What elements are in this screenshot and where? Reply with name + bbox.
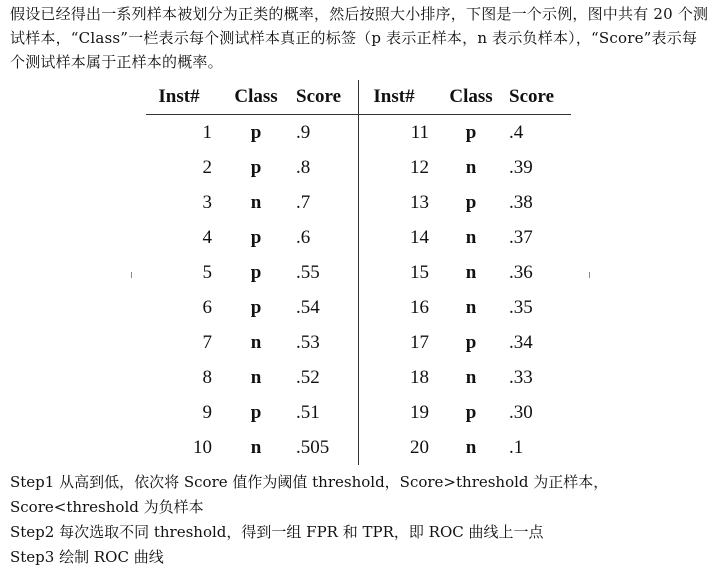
step-1: Step1 从高到低，依次将 Score 值作为阈值 threshold，Score>threshold 为正样本，Score<threshold 为负样本	[10, 473, 609, 516]
cell-class: p	[250, 121, 262, 143]
header-inst: Inst#	[158, 86, 200, 107]
cell-score-2: .36	[509, 261, 533, 283]
cell-score-2: .35	[509, 296, 533, 318]
table-row	[146, 255, 571, 290]
cell-inst: 9	[202, 401, 212, 423]
intro-text-block	[10, 2, 712, 74]
cell-inst: 10	[193, 436, 212, 458]
right-margin-mark	[589, 272, 590, 278]
cell-score: .505	[296, 436, 330, 458]
cell-class: p	[250, 261, 262, 283]
cell-class-2: p	[465, 401, 477, 423]
table-row	[146, 115, 571, 151]
cell-score: .8	[296, 156, 311, 178]
table-row	[146, 325, 571, 360]
table-row	[146, 430, 571, 465]
cell-class: n	[250, 331, 262, 353]
cell-score: .6	[296, 226, 311, 248]
cell-score-2: .39	[509, 156, 533, 178]
cell-inst-2: 11	[359, 115, 434, 151]
cell-class-2: n	[465, 226, 477, 248]
cell-inst: 4	[202, 226, 212, 248]
cell-score: .51	[296, 401, 320, 423]
intro-paragraph: 假设已经得出一系列样本被划分为正类的概率，然后按照大小排序，下图是一个示例，图中共有 20 个测试样本，“Class”一栏表示每个测试样本真正的标签（p 表示正样本，n 表示负样本），“Score”表示每个测试样本属于正样本的概率。	[10, 5, 709, 71]
cell-class-2: p	[465, 121, 477, 143]
header-inst-2: Inst#	[359, 80, 434, 115]
cell-inst: 3	[202, 191, 212, 213]
header-class: Class	[234, 86, 278, 107]
table-row	[146, 150, 571, 185]
cell-score-2: .30	[509, 401, 533, 423]
table-row	[146, 185, 571, 220]
cell-inst-2: 19	[359, 395, 434, 430]
cell-score-2: .37	[509, 226, 533, 248]
cell-class-2: n	[465, 261, 477, 283]
cell-score-2: .33	[509, 366, 533, 388]
cell-score: .54	[296, 296, 320, 318]
cell-inst: 2	[202, 156, 212, 178]
score-table	[146, 80, 571, 465]
cell-class-2: p	[465, 191, 477, 213]
cell-inst-2: 14	[359, 220, 434, 255]
cell-score: .55	[296, 261, 320, 283]
cell-inst: 6	[202, 296, 212, 318]
cell-inst-2: 16	[359, 290, 434, 325]
left-margin-mark	[131, 272, 132, 278]
cell-class-2: p	[465, 331, 477, 353]
cell-inst: 1	[202, 121, 212, 143]
header-class-2: Class	[449, 86, 493, 107]
cell-class: n	[250, 191, 262, 213]
cell-score: .9	[296, 121, 311, 143]
cell-inst-2: 12	[359, 150, 434, 185]
step-2: Step2 每次选取不同 threshold，得到一组 FPR 和 TPR，即 ROC 曲线上一点	[10, 523, 544, 541]
table-header-row	[146, 80, 571, 115]
cell-class: p	[250, 401, 262, 423]
cell-score: .7	[296, 191, 311, 213]
table-row	[146, 395, 571, 430]
cell-class: n	[250, 366, 262, 388]
cell-inst: 5	[202, 261, 212, 283]
cell-score: .53	[296, 331, 320, 353]
cell-inst-2: 15	[359, 255, 434, 290]
cell-score-2: .4	[509, 121, 524, 143]
cell-class-2: n	[465, 436, 477, 458]
table-body	[146, 115, 571, 466]
table-row	[146, 290, 571, 325]
cell-inst: 8	[202, 366, 212, 388]
cell-class-2: n	[465, 366, 477, 388]
cell-inst-2: 17	[359, 325, 434, 360]
cell-inst-2: 20	[359, 430, 434, 465]
cell-class: p	[250, 226, 262, 248]
cell-inst: 7	[202, 331, 212, 353]
cell-class-2: n	[465, 156, 477, 178]
cell-class-2: n	[465, 296, 477, 318]
score-table-container	[146, 80, 571, 468]
steps-block	[10, 470, 712, 570]
cell-class: p	[250, 296, 262, 318]
cell-score-2: .34	[509, 331, 533, 353]
cell-class: p	[250, 156, 262, 178]
cell-class: n	[250, 436, 262, 458]
step-3: Step3 绘制 ROC 曲线	[10, 548, 164, 566]
cell-score: .52	[296, 366, 320, 388]
table-row	[146, 360, 571, 395]
cell-inst-2: 13	[359, 185, 434, 220]
header-score: Score	[296, 86, 342, 107]
header-score-2: Score	[509, 86, 555, 107]
cell-score-2: .38	[509, 191, 533, 213]
table-row	[146, 220, 571, 255]
cell-score-2: .1	[509, 436, 524, 458]
cell-inst-2: 18	[359, 360, 434, 395]
